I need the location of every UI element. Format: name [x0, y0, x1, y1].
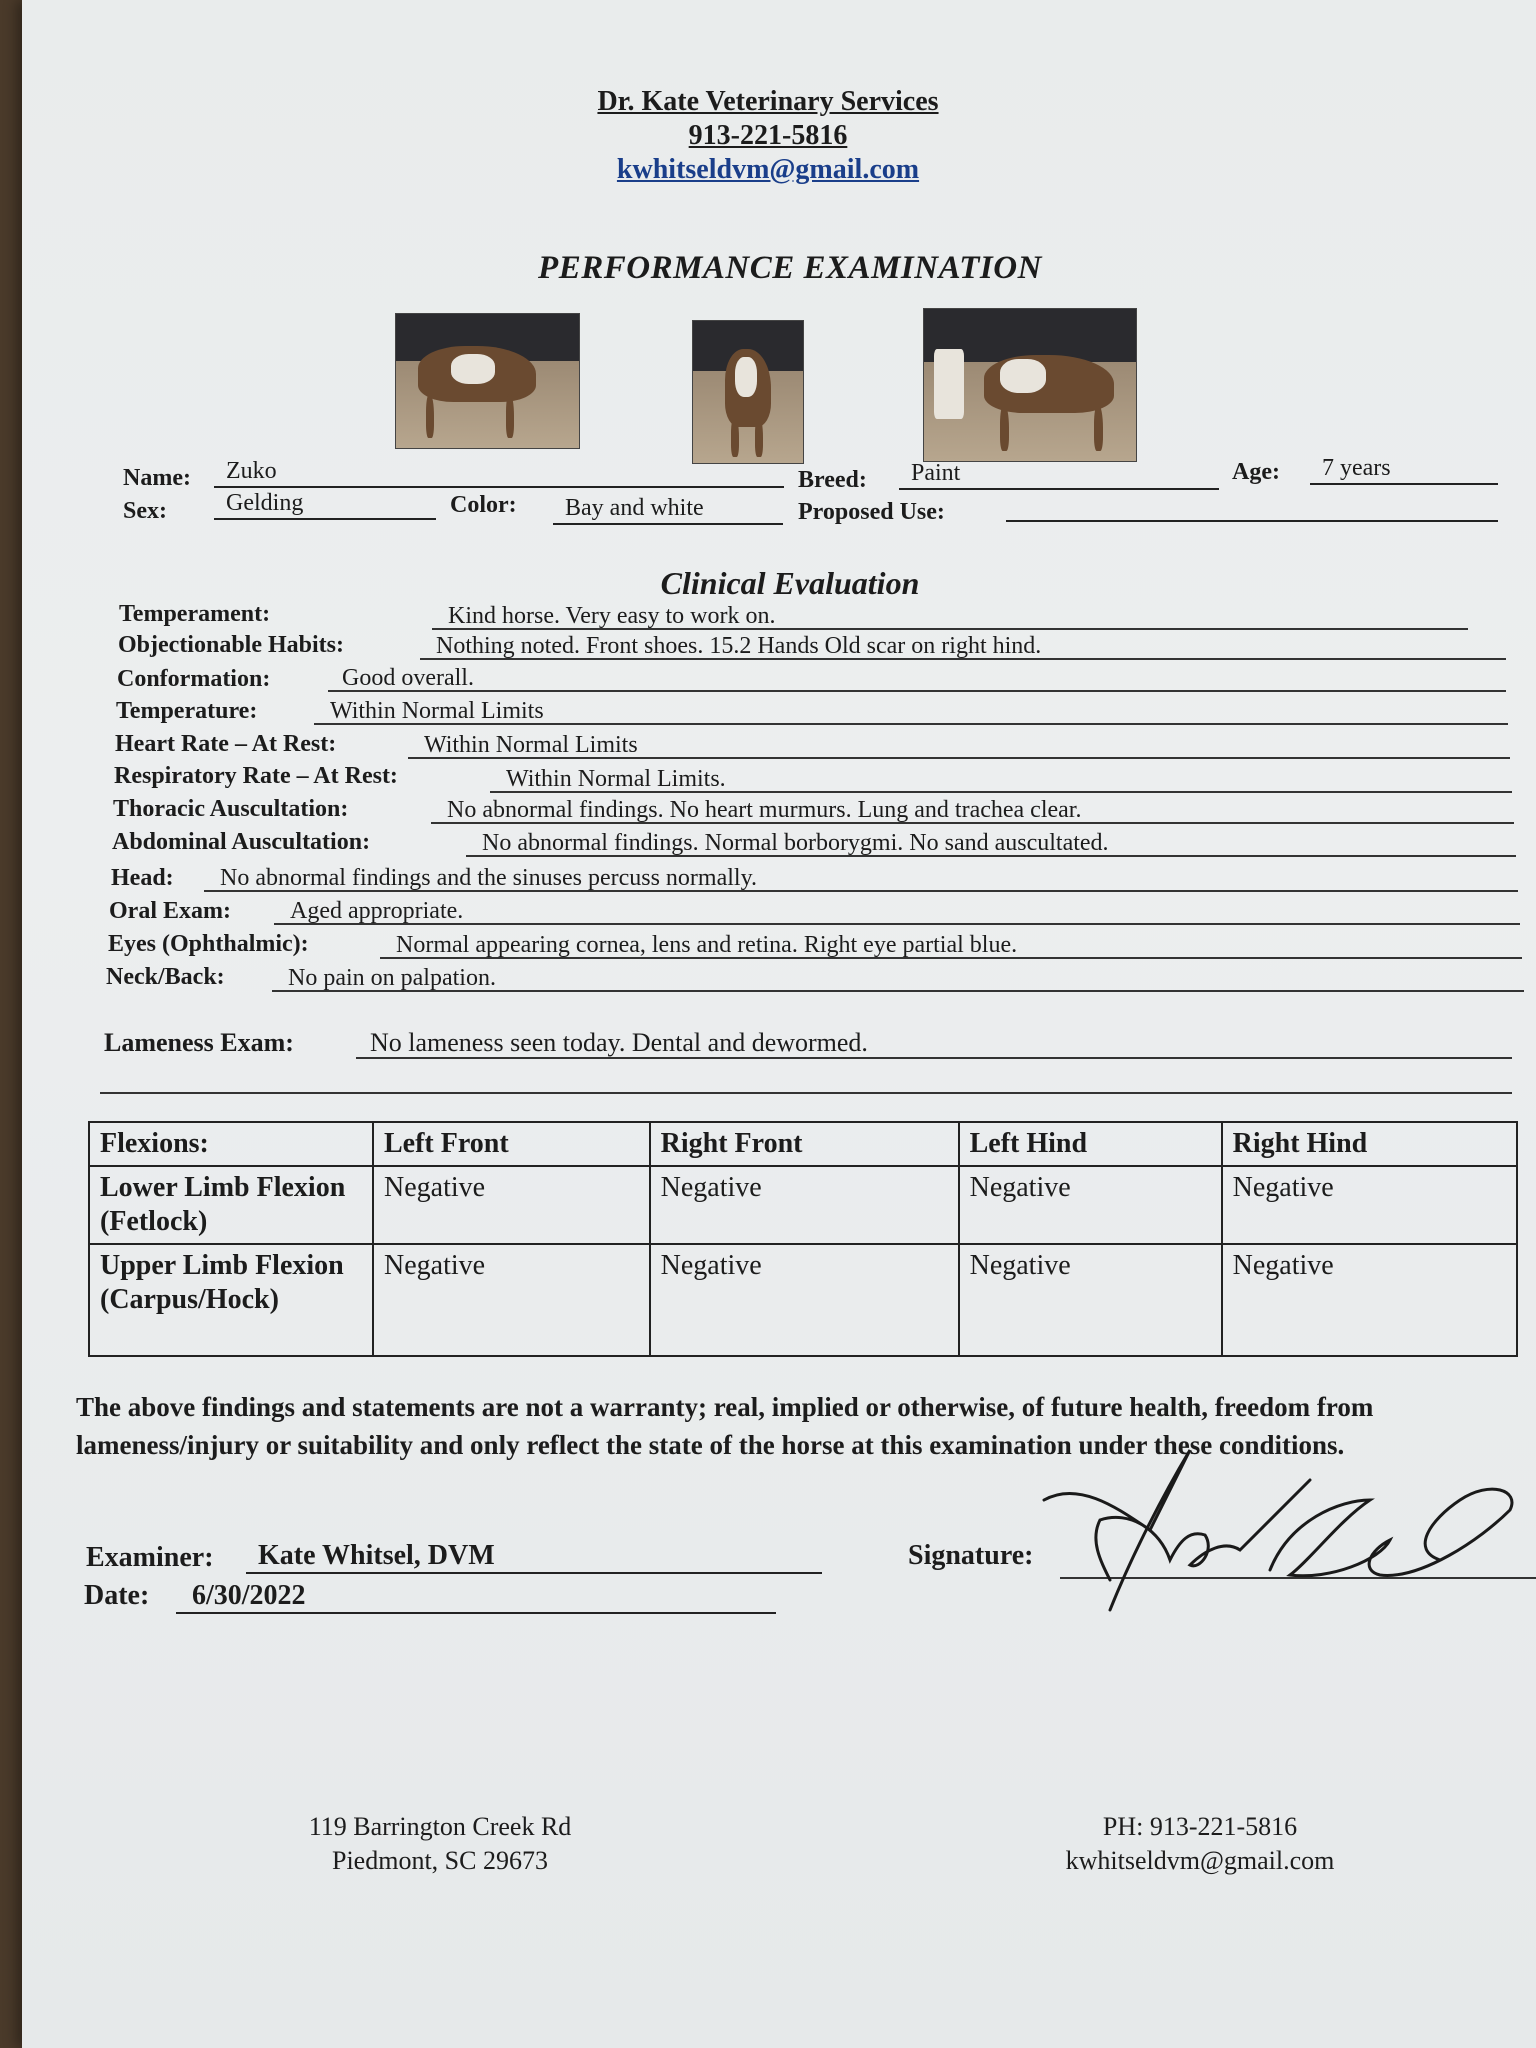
- handwritten-signature: [1040, 1440, 1520, 1620]
- table-header-row: [89, 1122, 1517, 1166]
- oral-exam-label: Oral Exam:: [109, 898, 231, 924]
- practice-phone: 913-221-5816: [688, 120, 848, 151]
- conformation-label: Conformation:: [117, 666, 271, 692]
- horse-photo-front: [692, 320, 804, 464]
- sex-label: Sex:: [123, 498, 167, 524]
- eyes-label: Eyes (Ophthalmic):: [108, 931, 309, 957]
- breed-label: Breed:: [798, 467, 867, 493]
- lameness-exam-label: Lameness Exam:: [104, 1028, 294, 1057]
- page-title: PERFORMANCE EXAMINATION: [538, 250, 1042, 286]
- abdominal-auscultation-label: Abdominal Auscultation:: [112, 829, 371, 855]
- table-row: [89, 1244, 1517, 1356]
- temperament-value: Kind horse. Very easy to work on.: [432, 602, 1468, 630]
- conformation-value: Good overall.: [328, 664, 1506, 692]
- oral-exam-value: Aged appropriate.: [274, 897, 1520, 925]
- age-value: 7 years: [1310, 455, 1498, 485]
- proposed-use-label: Proposed Use:: [798, 499, 945, 525]
- neck-back-label: Neck/Back:: [106, 964, 225, 990]
- signature-label: Signature:: [908, 1540, 1034, 1571]
- address-line-2: Piedmont, SC 29673: [332, 1846, 548, 1875]
- left-front-header: Left Front: [373, 1122, 650, 1166]
- disclaimer-text: The above findings and statements are not a warranty; real, implied or otherwise, of future health, freedom from lameness/injury or suitability and only reflect the state of the horse at this examination under these conditions.: [76, 1392, 1374, 1460]
- address-line-1: 119 Barrington Creek Rd: [308, 1812, 572, 1841]
- abdominal-auscultation-value: No abnormal findings. Normal borborygmi. No sand auscultated.: [466, 829, 1516, 857]
- head-value: No abnormal findings and the sinuses percuss normally.: [204, 864, 1518, 892]
- name-value: Zuko: [214, 458, 784, 488]
- table-cell: Negative: [1222, 1166, 1517, 1244]
- date-value: 6/30/2022: [176, 1578, 776, 1614]
- heart-rate-label: Heart Rate – At Rest:: [115, 731, 337, 757]
- left-hind-header: Left Hind: [959, 1122, 1222, 1166]
- heart-rate-value: Within Normal Limits: [408, 731, 1510, 759]
- head-label: Head:: [111, 865, 174, 891]
- document-page: [22, 0, 1536, 2048]
- footer-phone: PH: 913-221-5816: [1102, 1812, 1298, 1841]
- name-label: Name:: [123, 465, 191, 491]
- thoracic-auscultation-value: No abnormal findings. No heart murmurs. Lung and trachea clear.: [431, 796, 1514, 824]
- table-row: [89, 1166, 1517, 1244]
- proposed-use-value: [1006, 492, 1498, 522]
- lower-limb-label: Lower Limb Flexion (Fetlock): [89, 1166, 373, 1244]
- table-cell: Negative: [959, 1166, 1222, 1244]
- footer-contact: [1020, 1810, 1380, 1878]
- table-cell: Negative: [650, 1244, 959, 1356]
- footer-email: kwhitseldvm@gmail.com: [1065, 1846, 1335, 1875]
- horse-photo-side-stable: [923, 308, 1137, 462]
- breed-value: Paint: [899, 460, 1219, 490]
- practice-email: kwhitseldvm@gmail.com: [616, 154, 920, 185]
- right-front-header: Right Front: [650, 1122, 959, 1166]
- respiratory-rate-value: Within Normal Limits.: [490, 765, 1512, 793]
- practice-name: Dr. Kate Veterinary Services: [597, 86, 939, 117]
- table-cell: Negative: [1222, 1244, 1517, 1356]
- right-hind-header: Right Hind: [1222, 1122, 1517, 1166]
- respiratory-rate-label: Respiratory Rate – At Rest:: [114, 763, 398, 789]
- color-value: Bay and white: [553, 495, 783, 525]
- objectionable-habits-label: Objectionable Habits:: [118, 632, 344, 658]
- neck-back-value: No pain on palpation.: [272, 964, 1524, 992]
- date-label: Date:: [84, 1580, 150, 1611]
- clinical-evaluation-heading: Clinical Evaluation: [660, 565, 920, 601]
- eyes-value: Normal appearing cornea, lens and retina. Right eye partial blue.: [380, 931, 1522, 959]
- table-cell: Negative: [959, 1244, 1222, 1356]
- examiner-value: Kate Whitsel, DVM: [246, 1538, 822, 1574]
- table-cell: Negative: [650, 1166, 959, 1244]
- lameness-exam-value: No lameness seen today. Dental and dewormed.: [356, 1027, 1512, 1059]
- horse-photo-side: [395, 313, 580, 449]
- table-cell: Negative: [373, 1166, 650, 1244]
- temperature-label: Temperature:: [116, 698, 258, 724]
- temperament-label: Temperament:: [119, 601, 271, 627]
- age-label: Age:: [1232, 459, 1280, 485]
- flexions-header: Flexions:: [89, 1122, 373, 1166]
- thoracic-auscultation-label: Thoracic Auscultation:: [113, 796, 349, 822]
- color-label: Color:: [450, 492, 517, 518]
- examiner-label: Examiner:: [86, 1542, 214, 1573]
- blank-line: [100, 1092, 1512, 1094]
- objectionable-habits-value: Nothing noted. Front shoes. 15.2 Hands Old scar on right hind.: [420, 632, 1506, 660]
- footer-address: [260, 1810, 620, 1878]
- temperature-value: Within Normal Limits: [314, 697, 1508, 725]
- upper-limb-label: Upper Limb Flexion (Carpus/Hock): [89, 1244, 373, 1356]
- sex-value: Gelding: [214, 490, 436, 520]
- flexions-table: [88, 1121, 1518, 1357]
- table-cell: Negative: [373, 1244, 650, 1356]
